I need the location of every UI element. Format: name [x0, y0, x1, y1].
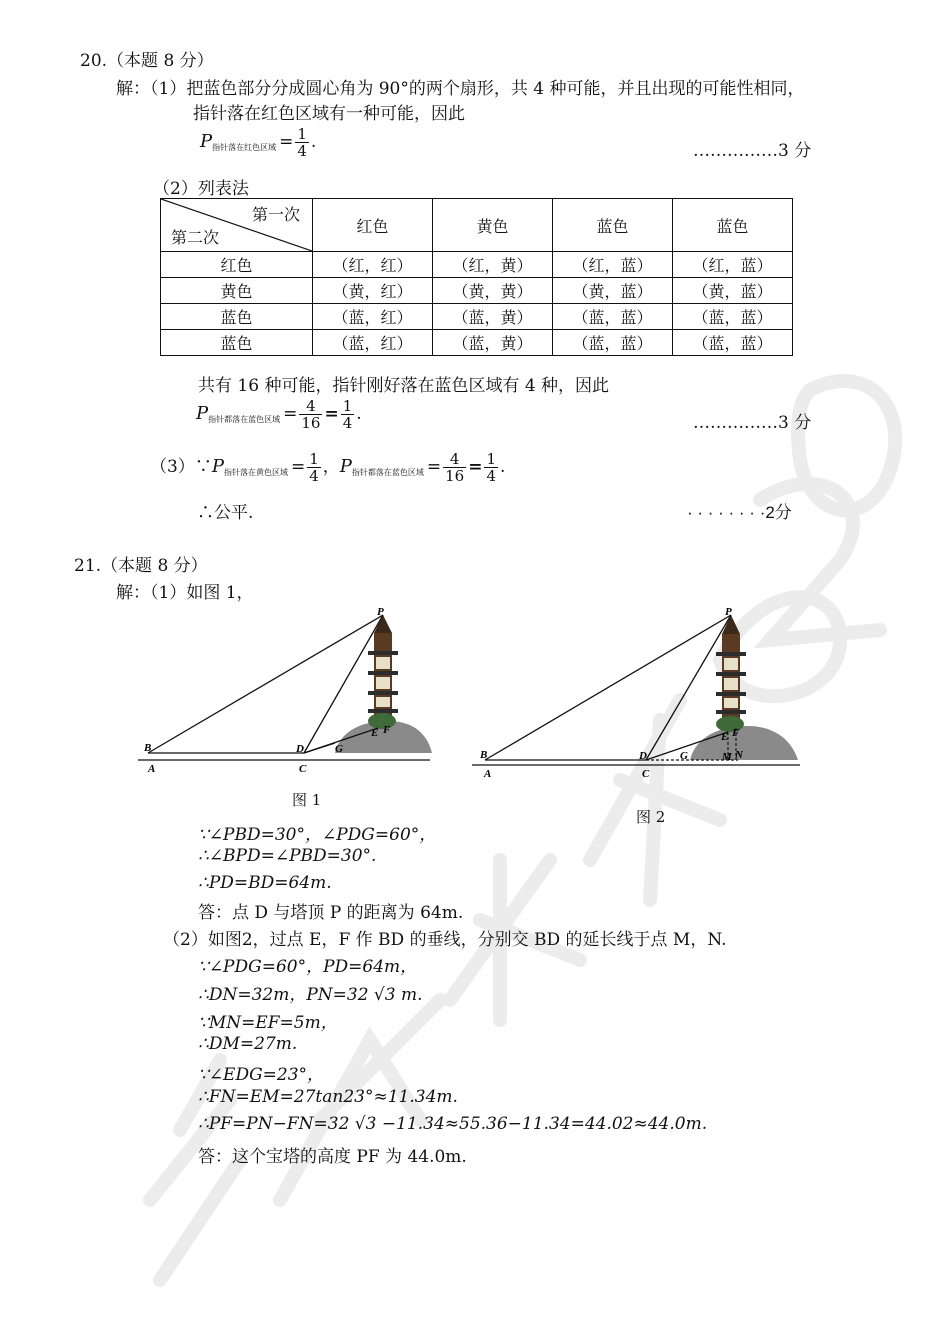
q20-part2-label: （2）列表法: [153, 179, 249, 199]
fig2-label-E: E: [721, 731, 729, 743]
fig2-label-D: D: [639, 750, 647, 762]
fig2-label-F: F: [732, 727, 740, 739]
figure-2-caption: 图 2: [636, 808, 666, 826]
solution-line: ∴PF=PN−FN=32 √3 −11.34≈55.36−11.34=44.02≈44.0m.: [198, 1114, 708, 1134]
q20-part3-conclusion: ∴公平.: [197, 503, 254, 523]
q20-part3-score: · · · · · · · ·2分: [687, 503, 792, 522]
fig2-label-N: N: [735, 749, 743, 761]
figure-2: [470, 600, 805, 785]
fraction: $\frac{1}{4}$: [342, 397, 353, 432]
fraction: $\frac{1}{4}$: [297, 125, 307, 160]
table-cell: （红，蓝）: [673, 252, 793, 278]
outcome-table: [160, 198, 793, 356]
table-cell: （红，红）: [313, 252, 433, 278]
solution-line: ∴DN=32m，PN=32 √3 m.: [198, 985, 423, 1005]
q21-title: 21.（本题 8 分）: [74, 556, 208, 576]
fig2-label-B: B: [480, 749, 488, 761]
col-header: 蓝色: [673, 199, 793, 252]
fig2-label-M: M: [722, 751, 732, 763]
fraction: $\frac{4}{16}$: [301, 397, 321, 432]
figure-1-caption: 图 1: [292, 791, 322, 809]
fig1-label-G: G: [335, 743, 343, 755]
table-cell: （蓝，红）: [313, 304, 433, 330]
fig2-label-G: G: [680, 750, 688, 762]
table-cell: （红，蓝）: [553, 252, 673, 278]
solution-line: ∴PD=BD=64m.: [198, 873, 332, 893]
table-cell: （黄，红）: [313, 278, 433, 304]
table-cell: （黄，黄）: [433, 278, 553, 304]
solution-line: （2）如图2，过点 E，F 作 BD 的垂线，分别交 BD 的延长线于点 M，N.: [163, 930, 727, 950]
table-cell: （蓝，蓝）: [553, 330, 673, 356]
table-cell: （蓝，蓝）: [673, 304, 793, 330]
q20-part1-formula: $P_{指针落在红色区域}$ = $\frac{1}{4}$ .: [200, 125, 317, 160]
fraction: $\frac{1}{4}$: [486, 450, 497, 485]
solution-line: ∵MN=EF=5m，: [198, 1013, 338, 1033]
fraction: $\frac{4}{16}$: [445, 450, 465, 485]
solution-line: ∴DM=27m.: [198, 1034, 298, 1054]
fig2-label-A: A: [484, 768, 492, 780]
q21-intro: 解：（1）如图 1，: [116, 583, 254, 603]
q20-part2-score: ……………3 分: [693, 413, 812, 433]
table-cell: （黄，蓝）: [553, 278, 673, 304]
fig1-label-D: D: [296, 743, 304, 755]
solution-line: ∵∠PDG=60°，PD=64m，: [198, 957, 418, 977]
q20-part1-line1: 解：（1）把蓝色部分分成圆心角为 90°的两个扇形，共 4 种可能，并且出现的可能性相同，: [116, 79, 805, 99]
fig1-label-B: B: [144, 742, 152, 754]
row-header: 黄色: [161, 278, 313, 304]
q20-part2-formula: $P_{指针都落在蓝色区域}$ = $\frac{4}{16}$ = $\frac{1}{4}$ .: [196, 397, 362, 432]
row-header: 蓝色: [161, 330, 313, 356]
table-row: [161, 278, 793, 304]
table-row: [161, 304, 793, 330]
table-row: [161, 330, 793, 356]
table-cell: （黄，蓝）: [673, 278, 793, 304]
solution-line: 答：点 D 与塔顶 P 的距离为 64m.: [198, 903, 464, 923]
col-header: 蓝色: [553, 199, 673, 252]
fig1-label-A: A: [148, 763, 156, 775]
table-cell: （蓝，黄）: [433, 304, 553, 330]
fig2-label-P: P: [725, 606, 732, 618]
row-header: 红色: [161, 252, 313, 278]
table-cell: （蓝，蓝）: [553, 304, 673, 330]
solution-line: ∵∠PBD=30°，∠PDG=60°，: [198, 825, 437, 845]
table-row: [161, 252, 793, 278]
fig1-label-C: C: [299, 763, 307, 775]
table-cell: （蓝，黄）: [433, 330, 553, 356]
formula-subscript: 指针落在红色区域: [212, 143, 277, 152]
solution-line: ∴∠BPD=∠PBD=30°.: [198, 846, 377, 866]
table-corner-cell: [161, 199, 313, 252]
q20-part3-formula: $(3)\because P_{指针落在黄色区域}$ = $\frac{1}{4}$ ，$P_{指针都落在蓝色区域}$ = $\frac{4}{16}$ = $\frac{1}{4}$ .: [150, 450, 506, 485]
solution-line: 答：这个宝塔的高度 PF 为 44.0m.: [198, 1147, 467, 1167]
solution-line: ∴FN=EM=27tan23°≈11.34m.: [198, 1087, 458, 1107]
fig1-label-F: F: [383, 724, 391, 736]
fig1-label-E: E: [371, 727, 379, 739]
figure-1: [130, 603, 440, 783]
table-cell: （红，黄）: [433, 252, 553, 278]
col-header: 红色: [313, 199, 433, 252]
solution-line: ∵∠EDG=23°，: [198, 1065, 325, 1085]
corner-bottom: 第二次: [171, 228, 220, 247]
fraction: $\frac{1}{4}$: [309, 450, 319, 485]
rock-shape: [690, 726, 798, 760]
q20-part2-text: 共有 16 种可能，指针刚好落在蓝色区域有 4 种，因此: [198, 376, 610, 396]
q20-title: 20.（本题 8 分）: [80, 51, 214, 71]
fig2-label-C: C: [642, 768, 650, 780]
q20-part1-score: ……………3 分: [693, 141, 812, 161]
col-header: 黄色: [433, 199, 553, 252]
corner-top: 第一次: [251, 205, 300, 224]
table-cell: （蓝，蓝）: [673, 330, 793, 356]
row-header: 蓝色: [161, 304, 313, 330]
table-cell: （蓝，红）: [313, 330, 433, 356]
q20-part1-line2: 指针落在红色区域有一种可能，因此: [193, 104, 465, 124]
fig1-label-P: P: [377, 606, 384, 618]
